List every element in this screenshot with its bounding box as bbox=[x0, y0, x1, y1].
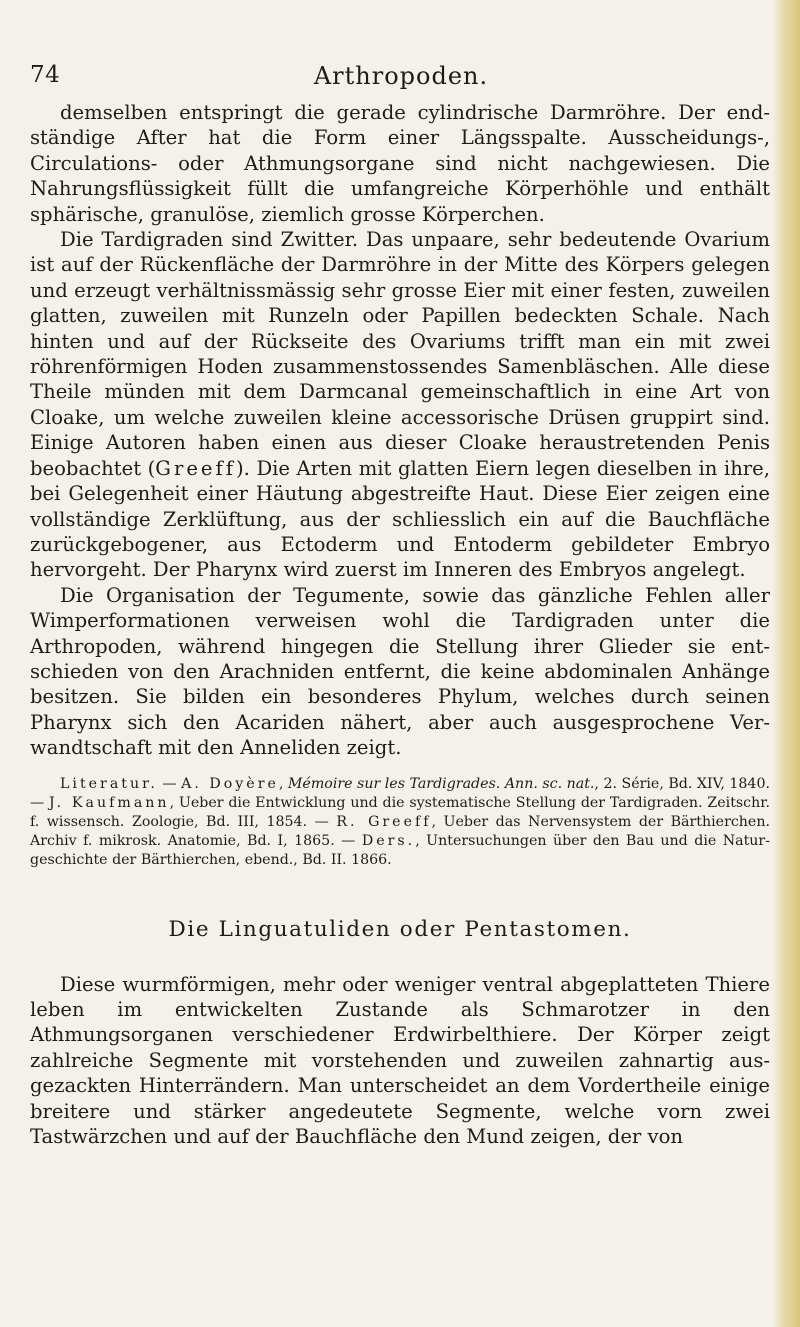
lit-text: , Untersuchungen über den Bau und die Naturgeschichte der Bärthierchen, ebend., Bd. II. 1866. bbox=[30, 833, 770, 869]
paragraph-2-text-b: ). Die Arten mit glatten Eiern legen dieselben in ihre, bei Gelegenheit einer Häutung abgestreifte Haut. Diese Eier zeigen eine vollständige Zerklüftung, aus der schliesslich ein auf die Bauchfläche zurückgebogener, aus Ectoderm und Entoderm gebildeter Embryo hervorgeht. Der Pharynx wird zuerst im Inneren des Embryos angelegt. bbox=[30, 456, 771, 582]
lit-title: Mémoire sur les Tardigrades. Ann. sc. nat. bbox=[287, 775, 595, 792]
lit-author: J. Kaufmann bbox=[49, 794, 170, 811]
paragraph-2 bbox=[30, 227, 770, 583]
lit-text: , 2. Série, Bd. XIV, 1840. — bbox=[30, 775, 770, 811]
section-paragraph: Diese wurmförmigen, mehr oder weniger ventral abgeplatteten Thiere leben im entwickelten Zustande als Schmarotzer in den Athmungsorganen verschiedener Erdwirbelthiere. Der Körper zeigt zahlreiche Segmente mit vorstehenden und zuweilen zahnartig ausgezackten Hinterrändern. Man unterscheidet an dem Vordertheile einige breitere und stärker angedeutete Segmente, welche vorn zwei Tastwärzchen und auf der Bauchfläche den Mund zeigen, der von bbox=[30, 972, 770, 1149]
citation-author: Greeff bbox=[155, 456, 237, 480]
lit-text: , Ueber die Entwicklung und die systematische Stellung der Tardigraden. Zeitschr. f. wissensch. Zoologie, Bd. III, 1854. — bbox=[30, 794, 770, 830]
lit-author: R. Greeff bbox=[336, 813, 432, 830]
page-edge-shadow bbox=[772, 0, 800, 1327]
running-head: Arthropoden. bbox=[313, 62, 489, 90]
lit-sep: — bbox=[157, 775, 182, 792]
section-title: Die Linguatuliden oder Pentastomen. bbox=[168, 916, 632, 942]
lit-text: , bbox=[278, 775, 288, 792]
lit-text: , Ueber das Nervensystem der Bärthierchen. Archiv f. mikrosk. Anatomie, Bd. I, 1865. — bbox=[30, 813, 770, 850]
page-body bbox=[30, 100, 770, 1149]
paragraph-3: Die Organisation der Tegumente, sowie das gänzliche Fehlen aller Wimperformationen verweisen wohl die Tardigraden unter die Arthropoden, während hingegen die Stellung ihrer Glieder sie entschieden von den Arachniden entfernt, die keine abdominalen Anhänge besitzen. Sie bilden ein besonderes Phylum, welches durch seinen Pharynx sich den Acariden nähert, aber auch ausgesprochene Verwandtschaft mit den Anneliden zeigt. bbox=[30, 583, 770, 760]
literature-block bbox=[30, 775, 770, 871]
lit-author: Ders. bbox=[361, 833, 416, 850]
literature-label: Literatur. bbox=[60, 775, 158, 792]
paragraph-2-text-a: Die Tardigraden sind Zwitter. Das unpaare, sehr bedeutende Ovarium ist auf der Rückenfläche der Darmröhre in der Mitte des Körpers gelegen und erzeugt verhältnissmässig sehr grosse Eier mit einer festen, zuweilen glatten, zuweilen mit Runzeln oder Papillen bedeckten Schale. Nach hinten und auf der Rückseite des Ovariums trifft man ein mit zwei röhrenförmigen Hoden zusammenstossendes Samenbläschen. Alle diese Theile münden mit dem Darmcanal gemeinschaftlich in eine Art von Cloake, um welche zuweilen kleine accessorische Drüsen gruppirt sind. Einige Autoren haben einen aus dieser Cloake heraustretenden Penis beobachtet ( bbox=[30, 228, 770, 480]
lit-author: A. Doyère bbox=[181, 775, 279, 792]
paragraph-1: demselben entspringt die gerade cylindrische Darmröhre. Der endständige After hat die Form einer Längsspalte. Ausscheidungs-, Circulations- oder Athmungsorgane sind nicht nachgewiesen. Die Nahrungsflüssigkeit füllt die umfangreiche Körperhöhle und enthält sphärische, granulöse, ziemlich grosse Körperchen. bbox=[30, 101, 770, 226]
page-header bbox=[30, 62, 772, 102]
page-number: 74 bbox=[30, 62, 61, 88]
